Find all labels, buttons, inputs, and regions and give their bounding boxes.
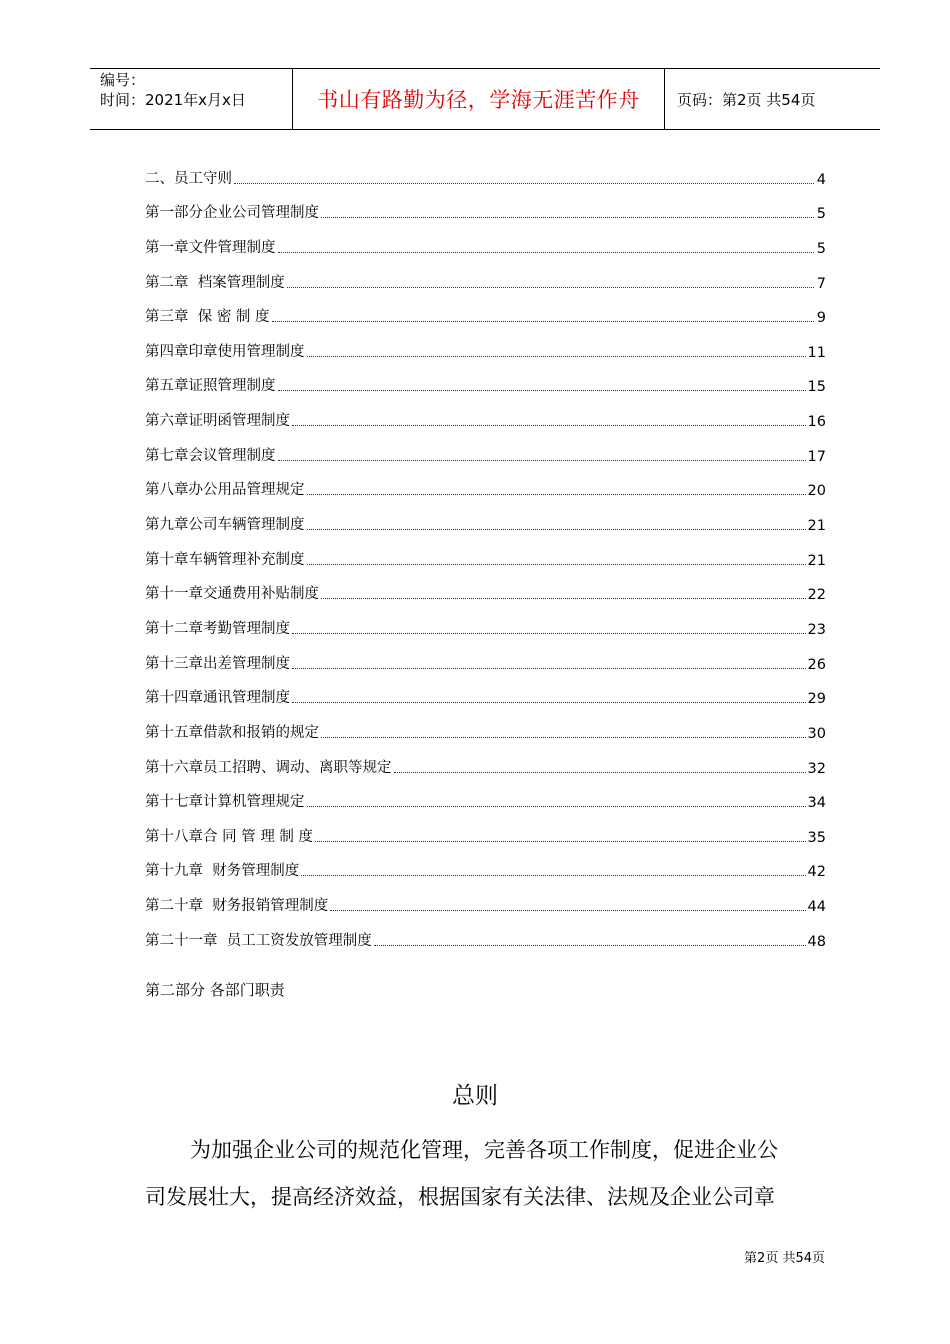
toc-dot-leader: [287, 287, 814, 288]
toc-dot-leader: [278, 460, 806, 461]
page-footer: 第2页 共54页: [744, 1251, 825, 1266]
toc-entry-title: 第五章证照管理制度: [145, 378, 276, 395]
toc-entry-title: 第三章 保 密 制 度: [145, 309, 270, 326]
toc-entry-title: 第六章证明函管理制度: [145, 413, 290, 430]
toc-entry[interactable]: [145, 811, 826, 846]
section-title: 总则: [452, 1083, 498, 1109]
table-of-contents: [145, 153, 826, 950]
toc-entry[interactable]: [145, 673, 826, 708]
toc-entry-title: 第二章 档案管理制度: [145, 274, 285, 291]
toc-entry-title: 第十四章通讯管理制度: [145, 690, 290, 707]
toc-entry-page: 23: [807, 621, 826, 638]
toc-entry-page: 35: [807, 829, 826, 846]
toc-entry-title: 第二十一章 员工工资发放管理制度: [145, 932, 372, 949]
toc-entry-page: 21: [807, 518, 826, 535]
part2-heading: 第二部分 各部门职责: [145, 981, 285, 999]
toc-entry-title: 第十八章合 同 管 理 制 度: [145, 828, 314, 845]
toc-entry-title: 第一章文件管理制度: [145, 239, 276, 256]
toc-entry-page: 30: [807, 725, 826, 742]
toc-dot-leader: [278, 390, 806, 391]
toc-entry-page: 32: [807, 760, 826, 777]
toc-entry-page: 22: [807, 587, 826, 604]
toc-dot-leader: [301, 875, 805, 876]
toc-entry-title: 第四章印章使用管理制度: [145, 343, 305, 360]
toc-entry[interactable]: [145, 292, 826, 327]
toc-entry[interactable]: [145, 326, 826, 361]
toc-entry-page: 7: [816, 275, 826, 292]
toc-entry-title: 第十六章员工招聘、调动、离职等规定: [145, 759, 392, 776]
toc-entry-title: 第八章办公用品管理规定: [145, 482, 305, 499]
toc-dot-leader: [315, 841, 806, 842]
toc-entry[interactable]: [145, 846, 826, 881]
toc-entry[interactable]: [145, 257, 826, 292]
toc-entry[interactable]: [145, 742, 826, 777]
toc-entry[interactable]: [145, 361, 826, 396]
toc-dot-leader: [321, 737, 806, 738]
toc-entry-page: 9: [816, 310, 826, 327]
header-meta: [90, 69, 292, 129]
toc-entry-page: 42: [807, 864, 826, 881]
toc-dot-leader: [321, 217, 814, 218]
toc-entry[interactable]: [145, 222, 826, 257]
toc-entry-title: 第二十章 财务报销管理制度: [145, 898, 329, 915]
header-motto: 书山有路勤为径，学海无涯苦作舟: [292, 69, 665, 129]
toc-dot-leader: [307, 494, 806, 495]
toc-dot-leader: [292, 425, 806, 426]
toc-dot-leader: [292, 702, 806, 703]
toc-entry-page: 34: [807, 795, 826, 812]
toc-dot-leader: [330, 910, 805, 911]
toc-entry[interactable]: [145, 638, 826, 673]
toc-entry-title: 第十七章计算机管理规定: [145, 794, 305, 811]
toc-dot-leader: [234, 183, 814, 184]
toc-entry-title: 第一部分企业公司管理制度: [145, 205, 319, 222]
toc-dot-leader: [272, 321, 814, 322]
toc-entry-title: 二、员工守则: [145, 170, 232, 187]
body-paragraph-line-1: 为加强企业公司的规范化管理，完善各项工作制度，促进企业公: [190, 1138, 778, 1162]
body-paragraph-line-2: 司发展壮大，提高经济效益，根据国家有关法律、法规及企业公司章: [145, 1185, 775, 1209]
toc-entry-page: 48: [807, 933, 826, 950]
toc-entry-page: 26: [807, 656, 826, 673]
toc-dot-leader: [307, 806, 806, 807]
header-number-label: 编号：: [100, 71, 146, 89]
toc-entry[interactable]: [145, 915, 826, 950]
toc-entry[interactable]: [145, 707, 826, 742]
header-time-label: 时间：2021年x月x日: [100, 91, 246, 109]
toc-entry-title: 第十九章 财务管理制度: [145, 863, 300, 880]
toc-entry-page: 20: [807, 483, 826, 500]
toc-entry-page: 11: [807, 344, 826, 361]
toc-entry-title: 第十章车辆管理补充制度: [145, 551, 305, 568]
toc-entry-page: 16: [807, 414, 826, 431]
toc-dot-leader: [307, 529, 806, 530]
toc-dot-leader: [292, 668, 806, 669]
header-page-label: 页码：第2页 共54页: [677, 90, 816, 109]
toc-dot-leader: [394, 772, 806, 773]
toc-entry[interactable]: [145, 465, 826, 500]
toc-entry-title: 第十二章考勤管理制度: [145, 620, 290, 637]
toc-entry-title: 第十三章出差管理制度: [145, 655, 290, 672]
toc-entry-page: 5: [816, 240, 826, 257]
toc-entry-page: 15: [807, 379, 826, 396]
toc-entry[interactable]: [145, 603, 826, 638]
toc-entry[interactable]: [145, 188, 826, 223]
toc-dot-leader: [307, 356, 806, 357]
toc-dot-leader: [278, 252, 815, 253]
toc-entry-title: 第七章会议管理制度: [145, 447, 276, 464]
toc-dot-leader: [307, 564, 806, 565]
toc-entry[interactable]: [145, 569, 826, 604]
toc-dot-leader: [374, 945, 806, 946]
toc-entry[interactable]: [145, 777, 826, 812]
toc-entry[interactable]: [145, 499, 826, 534]
toc-entry-title: 第九章公司车辆管理制度: [145, 517, 305, 534]
toc-entry-page: 29: [807, 691, 826, 708]
toc-dot-leader: [292, 633, 806, 634]
toc-entry[interactable]: [145, 430, 826, 465]
toc-dot-leader: [321, 598, 806, 599]
toc-entry[interactable]: [145, 395, 826, 430]
toc-entry-title: 第十一章交通费用补贴制度: [145, 586, 319, 603]
toc-entry[interactable]: [145, 534, 826, 569]
toc-entry[interactable]: [145, 880, 826, 915]
toc-entry-page: 21: [807, 552, 826, 569]
toc-entry-page: 17: [807, 448, 826, 465]
toc-entry-page: 4: [816, 171, 826, 188]
toc-entry-page: 5: [816, 206, 826, 223]
toc-entry-title: 第十五章借款和报销的规定: [145, 724, 319, 741]
toc-entry-page: 44: [807, 899, 826, 916]
toc-entry[interactable]: [145, 153, 826, 188]
page-header: [90, 68, 880, 130]
